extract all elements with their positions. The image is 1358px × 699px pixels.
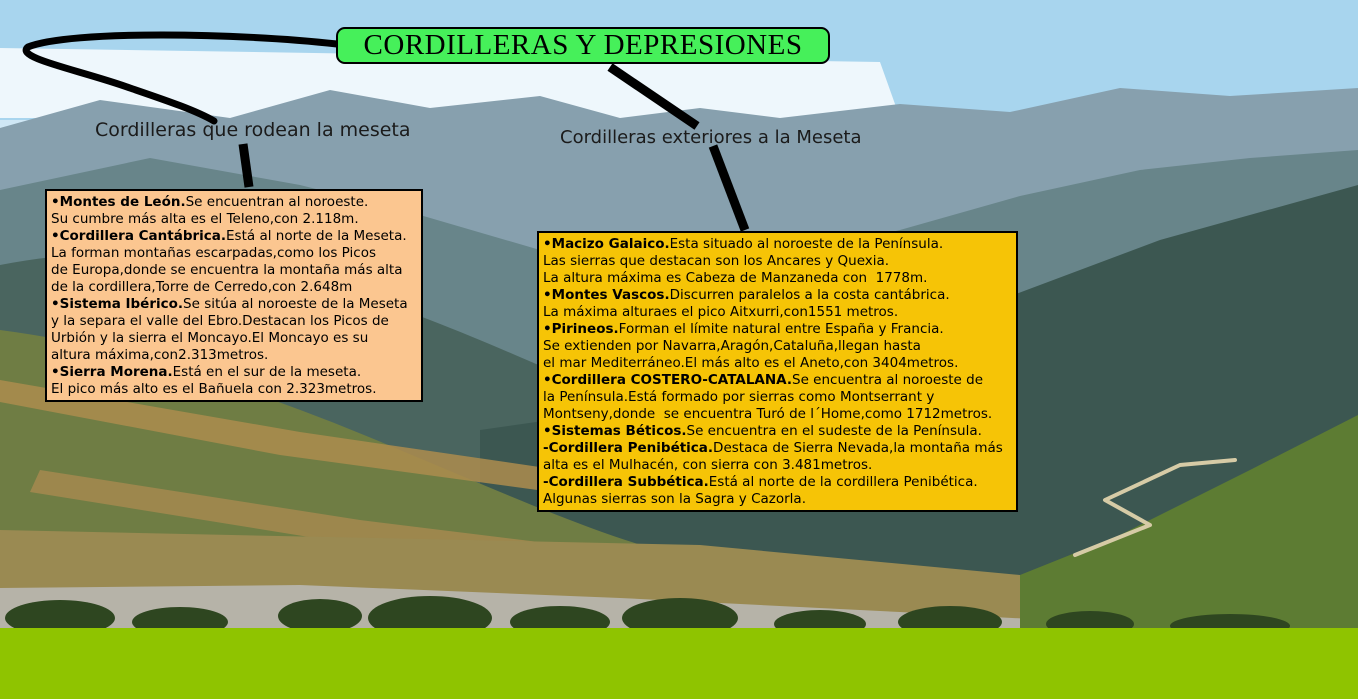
text-line: •Montes Vascos.Discurren paralelos a la costa cantábrica. <box>543 287 950 303</box>
text-line: Montseny,donde se encuentra Turó de l´Home,como 1712metros. <box>543 406 993 422</box>
text-line: Urbión y la sierra el Moncayo.El Moncayo es su <box>51 330 369 346</box>
text-line: Algunas sierras son la Sagra y Cazorla. <box>543 491 806 507</box>
page-title: CORDILLERAS Y DEPRESIONES <box>363 29 803 61</box>
text-line: •Macizo Galaico.Esta situado al noroeste de la Península. <box>543 236 944 252</box>
text-line: La máxima alturaes el pico Aitxurri,con1551 metros. <box>543 304 899 320</box>
text-line: Su cumbre más alta es el Teleno,con 2.118m. <box>51 211 359 227</box>
text-line: -Cordillera Subbética.Está al norte de la cordillera Penibética. <box>543 474 978 490</box>
text-line: •Pirineos.Forman el límite natural entre España y Francia. <box>543 321 944 337</box>
text-line: -Cordillera Penibética.Destaca de Sierra Nevada,la montaña más <box>543 440 1003 456</box>
title-box <box>336 27 830 64</box>
label-cordilleras-meseta: Cordilleras que rodean la meseta <box>95 119 411 141</box>
text-line: alta es el Mulhacén, con sierra con 3.481metros. <box>543 457 873 473</box>
footer-band <box>0 628 1358 699</box>
text-line: la Península.Está formado por sierras como Montserrant y <box>543 389 935 405</box>
text-line: La forman montañas escarpadas,como los Picos <box>51 245 376 261</box>
text-line: •Sistema Ibérico.Se sitúa al noroeste de la Meseta <box>51 296 408 312</box>
text-line: Las sierras que destacan son los Ancares y Quexia. <box>543 253 890 269</box>
box-right-content <box>543 236 1012 508</box>
text-line: de Europa,donde se encuentra la montaña más alta <box>51 262 403 278</box>
text-line: •Sistemas Béticos.Se encuentra en el sudeste de la Península. <box>543 423 982 439</box>
label-cordilleras-exteriores: Cordilleras exteriores a la Meseta <box>560 127 862 148</box>
text-line: La altura máxima es Cabeza de Manzaneda con 1778m. <box>543 270 928 286</box>
text-line: •Cordillera Cantábrica.Está al norte de la Meseta. <box>51 228 407 244</box>
text-line: •Cordillera COSTERO-CATALANA.Se encuentra al noroeste de <box>543 372 984 388</box>
text-line: •Sierra Morena.Está en el sur de la meseta. <box>51 364 362 380</box>
box-left-content <box>51 194 417 398</box>
text-line: El pico más alto es el Bañuela con 2.323metros. <box>51 381 377 397</box>
text-line: el mar Mediterráneo.El más alto es el Aneto,con 3404metros. <box>543 355 959 371</box>
text-line: •Montes de León.Se encuentran al noroeste. <box>51 194 369 210</box>
text-line: y la separa el valle del Ebro.Destacan los Picos de <box>51 313 389 329</box>
text-line: de la cordillera,Torre de Cerredo,con 2.648m <box>51 279 353 295</box>
info-box-outer-ranges <box>537 231 1018 512</box>
text-line: Se extienden por Navarra,Aragón,Cataluña,llegan hasta <box>543 338 921 354</box>
text-line: altura máxima,con2.313metros. <box>51 347 269 363</box>
info-box-inner-ranges <box>45 189 423 402</box>
